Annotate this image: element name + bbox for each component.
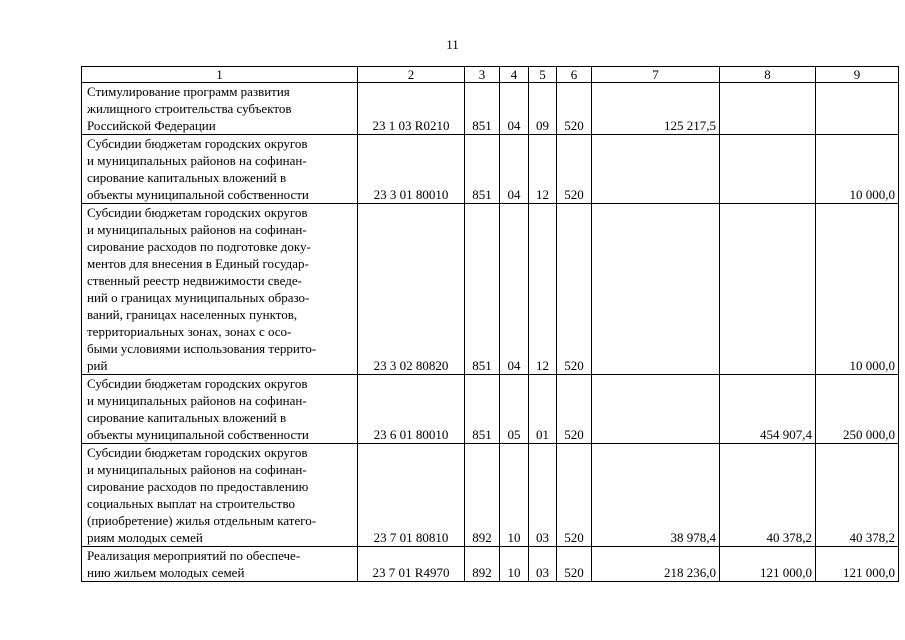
column-header: 1 [82,67,358,83]
classification-code-cell: 23 3 02 80820 [358,204,465,375]
classification-code-cell: 23 3 01 80010 [358,135,465,204]
expense-name-line: ний о границах муниципальных образо- [87,290,310,305]
expense-name-line: и муниципальных районов на софинан- [87,222,307,237]
expense-name-line: (приобретение) жилья отдельным катего- [87,513,317,528]
subsection-code-cell: 12 [529,135,557,204]
expense-type-cell: 520 [557,547,592,582]
expense-name-line: сирование расходов по предоставлению [87,479,309,494]
expense-name-line: территориальных зонах, зонах с осо- [87,324,292,339]
column-header: 4 [500,67,529,83]
amount-col9-cell: 121 000,0 [816,547,899,582]
expense-type-cell: 520 [557,375,592,444]
amount-col7-cell [592,375,720,444]
amount-col8-cell: 454 907,4 [720,375,816,444]
section-code-cell: 04 [500,204,529,375]
amount-col7-cell [592,204,720,375]
section-code-cell: 10 [500,547,529,582]
classification-code-cell: 23 1 03 R0210 [358,83,465,135]
classification-code-cell: 23 7 01 R4970 [358,547,465,582]
section-code-cell: 05 [500,375,529,444]
column-header: 8 [720,67,816,83]
expense-name-line: быми условиями использования террито- [87,341,317,356]
table-row [82,135,899,204]
expense-name-cell [82,135,358,204]
amount-col8-cell [720,204,816,375]
expense-name-cell [82,204,358,375]
amount-col8-cell [720,83,816,135]
table-row [82,204,899,375]
expense-name-line: риям молодых семей [87,530,203,545]
expense-name-line: и муниципальных районов на софинан- [87,153,307,168]
department-code-cell: 851 [465,375,500,444]
table-row [82,444,899,547]
department-code-cell: 851 [465,83,500,135]
expense-name-line: сирование расходов по подготовке доку- [87,239,311,254]
expense-name-line: Субсидии бюджетам городских округов [87,136,308,151]
expense-name-line: ментов для внесения в Единый государ- [87,256,309,271]
column-header: 9 [816,67,899,83]
expense-name-line: ваний, границах населенных пунктов, [87,307,298,322]
expense-name-line: и муниципальных районов на софинан- [87,393,307,408]
amount-col7-cell: 218 236,0 [592,547,720,582]
amount-col7-cell [592,135,720,204]
department-code-cell: 892 [465,547,500,582]
expense-name-line: ственный реестр недвижимости сведе- [87,273,302,288]
section-code-cell: 04 [500,135,529,204]
amount-col9-cell [816,83,899,135]
expense-name-line: объекты муниципальной собственности [87,187,309,202]
expense-name-line: Субсидии бюджетам городских округов [87,376,308,391]
expense-name-line: рий [87,358,108,373]
expense-name-cell [82,547,358,582]
expense-name-line: сирование капитальных вложений в [87,410,287,425]
section-code-cell: 10 [500,444,529,547]
expense-name-cell [82,83,358,135]
budget-table [81,66,899,582]
expense-name-line: социальных выплат на строительство [87,496,296,511]
expense-name-line: сирование капитальных вложений в [87,170,287,185]
expense-name-line: Субсидии бюджетам городских округов [87,205,308,220]
amount-col8-cell [720,135,816,204]
amount-col9-cell: 250 000,0 [816,375,899,444]
amount-col7-cell: 125 217,5 [592,83,720,135]
column-header: 2 [358,67,465,83]
subsection-code-cell: 12 [529,204,557,375]
department-code-cell: 851 [465,204,500,375]
subsection-code-cell: 03 [529,547,557,582]
expense-name-line: нию жильем молодых семей [87,565,245,580]
expense-name-cell [82,375,358,444]
expense-name-line: и муниципальных районов на софинан- [87,462,307,477]
expense-name-cell [82,444,358,547]
subsection-code-cell: 09 [529,83,557,135]
amount-col8-cell: 40 378,2 [720,444,816,547]
header-row [82,67,899,83]
table-row [82,547,899,582]
expense-name-line: Субсидии бюджетам городских округов [87,445,308,460]
column-header: 5 [529,67,557,83]
expense-type-cell: 520 [557,83,592,135]
table-row [82,83,899,135]
subsection-code-cell: 01 [529,375,557,444]
page-number: 11 [446,37,459,52]
expense-name-line: Российской Федерации [87,118,216,133]
classification-code-cell: 23 7 01 80810 [358,444,465,547]
amount-col9-cell: 10 000,0 [816,135,899,204]
amount-col9-cell: 10 000,0 [816,204,899,375]
section-code-cell: 04 [500,83,529,135]
amount-col8-cell: 121 000,0 [720,547,816,582]
amount-col9-cell: 40 378,2 [816,444,899,547]
table-row [82,375,899,444]
expense-type-cell: 520 [557,135,592,204]
column-header: 6 [557,67,592,83]
department-code-cell: 851 [465,135,500,204]
expense-type-cell: 520 [557,444,592,547]
table-body [82,67,899,582]
expense-name-line: Реализация мероприятий по обеспече- [87,548,301,563]
classification-code-cell: 23 6 01 80010 [358,375,465,444]
expense-name-line: Стимулирование программ развития [87,84,290,99]
department-code-cell: 892 [465,444,500,547]
expense-name-line: жилищного строительства субъектов [87,101,292,116]
column-header: 3 [465,67,500,83]
subsection-code-cell: 03 [529,444,557,547]
expense-type-cell: 520 [557,204,592,375]
column-header: 7 [592,67,720,83]
expense-name-line: объекты муниципальной собственности [87,427,309,442]
amount-col7-cell: 38 978,4 [592,444,720,547]
